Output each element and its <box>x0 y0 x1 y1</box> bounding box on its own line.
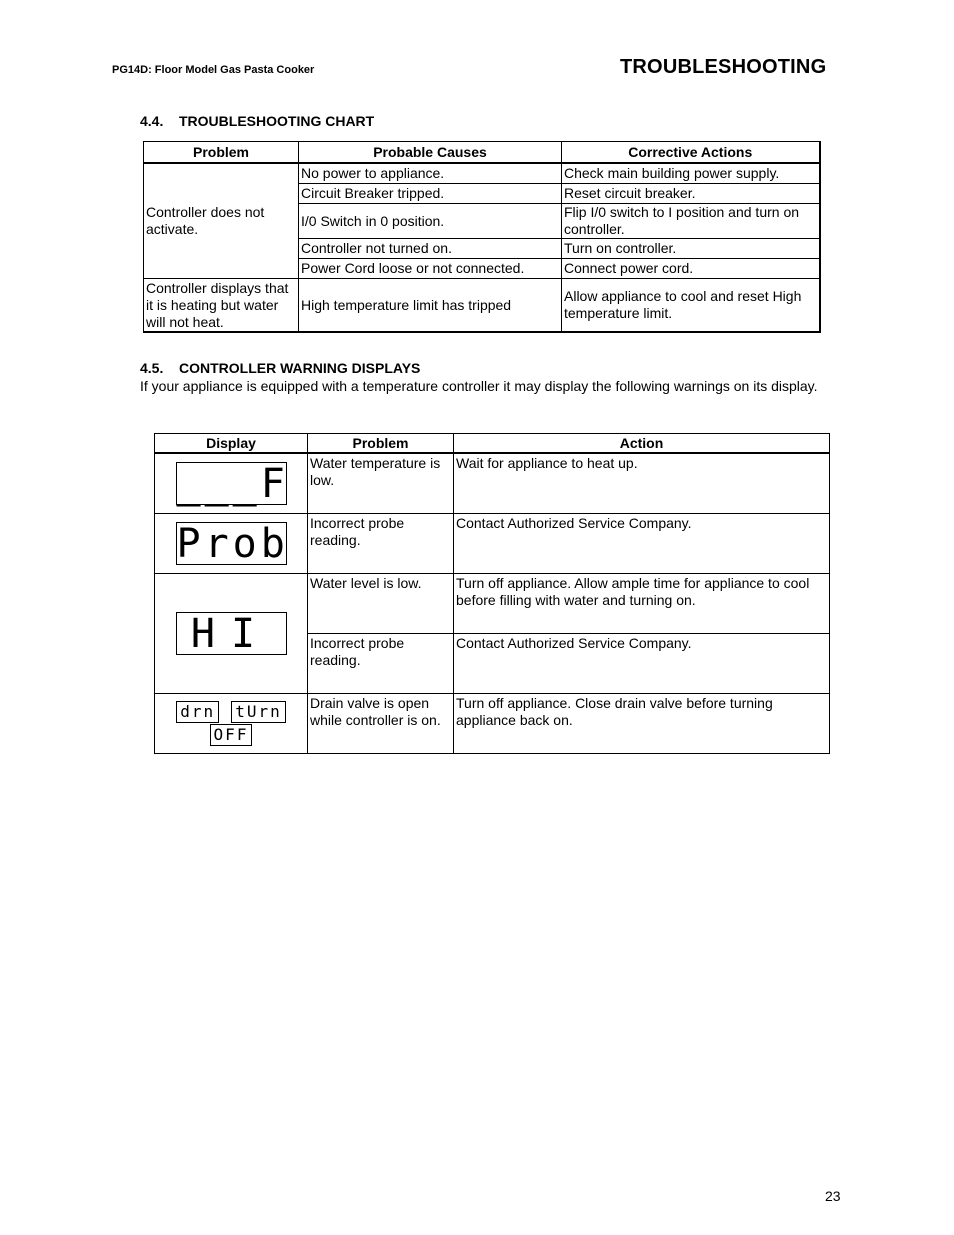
problem-cell: Controller displays that it is heating but water will not heat. <box>144 279 299 333</box>
document-header-title: PG14D: Floor Model Gas Pasta Cooker <box>112 64 315 76</box>
section-heading: TROUBLESHOOTING <box>620 56 827 78</box>
column-header: Probable Causes <box>299 142 562 164</box>
lcd-off: OFF <box>210 724 253 746</box>
display-cell <box>155 694 308 754</box>
cause-cell: High temperature limit has tripped <box>299 279 562 333</box>
section-number: 4.4. <box>140 113 164 129</box>
table-row <box>155 694 830 754</box>
lcd-display-low-temp: ___F <box>176 461 289 507</box>
action-cell: Flip I/0 switch to I position and turn on controller. <box>562 204 820 239</box>
problem-cell: Controller does not activate. <box>144 163 299 279</box>
table-header-row <box>155 434 830 454</box>
table-row <box>155 514 830 574</box>
action-cell: Allow appliance to cool and reset High temperature limit. <box>562 279 820 333</box>
display-cell <box>155 514 308 574</box>
section-number: 4.5. <box>140 360 164 376</box>
cause-cell: Circuit Breaker tripped. <box>299 184 562 204</box>
action-cell: Turn on controller. <box>562 239 820 259</box>
table-header-row <box>144 142 820 164</box>
cause-cell: Controller not turned on. <box>299 239 562 259</box>
action-cell: Turn off appliance. Close drain valve before turning appliance back on. <box>454 694 830 754</box>
table-row <box>155 453 830 514</box>
problem-cell: Incorrect probe reading. <box>308 514 454 574</box>
lcd-display-top-row <box>176 701 285 723</box>
display-cell <box>155 574 308 694</box>
section-4-5-title <box>140 360 420 376</box>
troubleshooting-chart-table <box>143 141 821 333</box>
lcd-turn: tUrn <box>231 701 286 723</box>
action-cell: Reset circuit breaker. <box>562 184 820 204</box>
lcd-display-probe: Prob <box>176 521 289 567</box>
lcd-display-high: HI <box>176 612 287 655</box>
column-header: Problem <box>308 434 454 454</box>
table-row <box>144 279 820 333</box>
column-header: Problem <box>144 142 299 164</box>
cause-cell: Power Cord loose or not connected. <box>299 259 562 279</box>
section-title-text: TROUBLESHOOTING CHART <box>179 113 375 129</box>
cause-cell: No power to appliance. <box>299 163 562 184</box>
action-cell: Check main building power supply. <box>562 163 820 184</box>
cause-cell: I/0 Switch in 0 position. <box>299 204 562 239</box>
problem-cell: Drain valve is open while controller is on. <box>308 694 454 754</box>
action-cell: Wait for appliance to heat up. <box>454 453 830 514</box>
problem-cell: Water level is low. <box>308 574 454 634</box>
action-cell: Connect power cord. <box>562 259 820 279</box>
column-header: Display <box>155 434 308 454</box>
section-intro-paragraph: If your appliance is equipped with a temperature controller it may display the following warnings on its display. <box>140 378 818 394</box>
column-header: Action <box>454 434 830 454</box>
problem-cell: Water temperature is low. <box>308 453 454 514</box>
section-4-4-title <box>140 113 374 129</box>
action-cell: Turn off appliance. Allow ample time for appliance to cool before filling with water and turning on. <box>454 574 830 634</box>
action-cell: Contact Authorized Service Company. <box>454 514 830 574</box>
page-number: 23 <box>825 1188 841 1204</box>
display-cell <box>155 453 308 514</box>
column-header: Corrective Actions <box>562 142 820 164</box>
table-row <box>144 163 820 184</box>
lcd-drn: drn <box>176 701 219 723</box>
action-cell: Contact Authorized Service Company. <box>454 634 830 694</box>
problem-cell: Incorrect probe reading. <box>308 634 454 694</box>
table-row <box>155 574 830 634</box>
section-title-text: CONTROLLER WARNING DISPLAYS <box>179 360 421 376</box>
lcd-display-drain <box>176 701 285 746</box>
controller-warning-table <box>154 433 830 754</box>
